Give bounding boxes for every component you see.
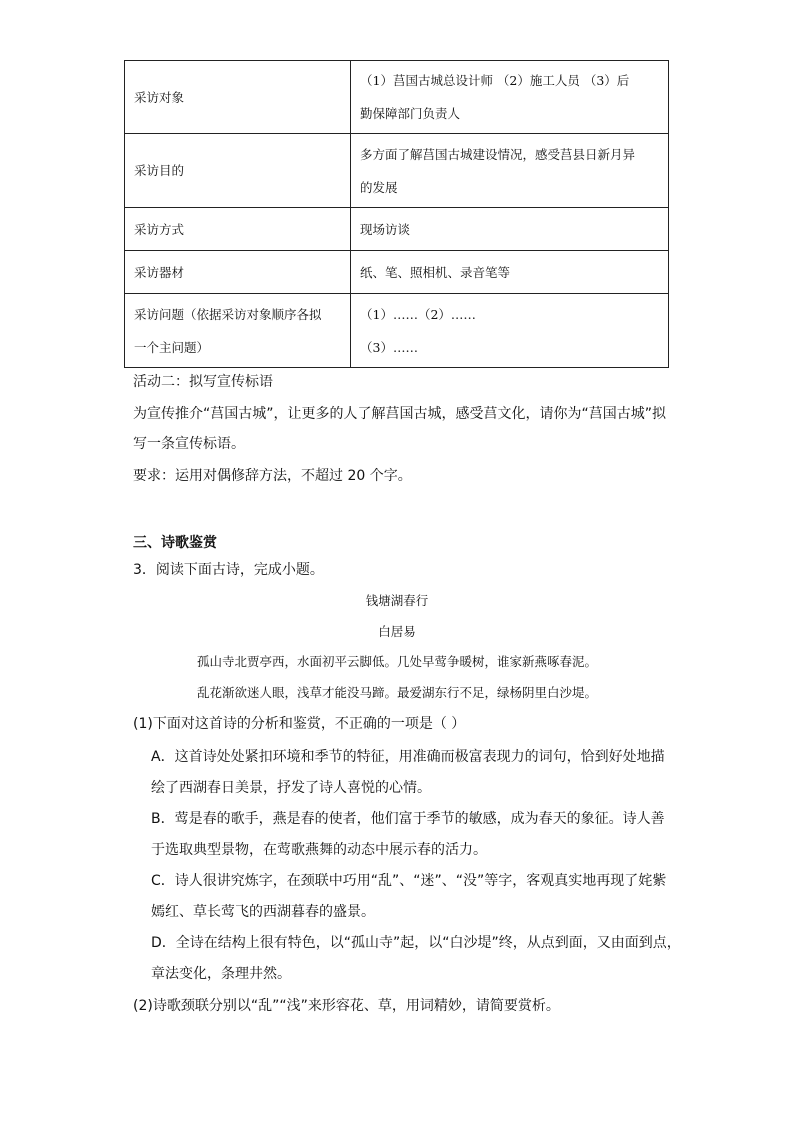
table-row — [125, 294, 669, 368]
activity2-paragraph-line: 写一条宣传标语。 — [133, 436, 245, 452]
poem-author: 白居易 — [378, 624, 416, 639]
value-line: 的发展 — [360, 179, 398, 195]
row-value — [351, 134, 669, 208]
option-b: B．莺是春的歌手，燕是春的使者，他们富于季节的敏感，成为春天的象征。诗人善 — [151, 811, 665, 827]
option-c-continued: 嫣红、草长莺飞的西湖暮春的盛景。 — [151, 904, 375, 920]
row-label: 采访方式 — [125, 208, 351, 251]
interview-plan-table — [124, 60, 669, 368]
poem-line: 乱花渐欲迷人眼，浅草才能没马蹄。最爱湖东行不足，绿杨阴里白沙堤。 — [196, 685, 597, 700]
activity2-paragraph-line: 为宣传推介“莒国古城”，让更多的人了解莒国古城，感受莒文化，请你为“莒国古城”拟 — [133, 406, 667, 422]
row-label: 采访器材 — [125, 251, 351, 294]
table-row — [125, 134, 669, 208]
option-d: D．全诗在结构上很有特色，以“孤山寺”起，以“白沙堤”终，从点到面，又由面到点， — [151, 935, 681, 951]
table-row — [125, 208, 669, 251]
activity2-title: 活动二：拟写宣传标语 — [133, 374, 273, 390]
value-line: 勤保障部门负责人 — [360, 106, 461, 121]
poem-title: 钱塘湖春行 — [365, 593, 429, 608]
question-stem: 3．阅读下面古诗，完成小题。 — [133, 562, 324, 578]
label-line: 一个主问题） — [134, 339, 210, 355]
sub-question-2: (2)诗歌颈联分别以“乱”“浅”来形容花、草，用词精妙，请简要赏析。 — [133, 998, 560, 1014]
row-value: 纸、笔、照相机、录音笔等 — [351, 251, 669, 294]
activity2-requirement: 要求：运用对偶修辞方法，不超过 20 个字。 — [133, 468, 412, 484]
value-line: 多方面了解莒国古城建设情况，感受莒县日新月异 — [360, 146, 636, 162]
poem-line: 孤山寺北贾亭西，水面初平云脚低。几处早莺争暖树，谁家新燕啄春泥。 — [196, 654, 597, 669]
value-line: （3）…… — [360, 339, 418, 355]
value-line: （1）莒国古城总设计师 （2）施工人员 （3）后 — [360, 73, 630, 88]
row-value: 现场访谈 — [351, 208, 669, 251]
row-label — [125, 294, 351, 368]
table-row — [125, 61, 669, 134]
option-a-continued: 绘了西湖春日美景，抒发了诗人喜悦的心情。 — [151, 780, 431, 796]
option-d-continued: 章法变化，条理井然。 — [151, 966, 291, 982]
label-line: 采访问题（依据采访对象顺序各拟 — [134, 306, 322, 322]
row-value — [351, 61, 669, 134]
section-heading: 三、诗歌鉴赏 — [133, 535, 217, 551]
row-label: 采访对象 — [125, 61, 351, 134]
row-value — [351, 294, 669, 368]
option-a: A．这首诗处处紧扣环境和季节的特征，用准确而极富表现力的词句，恰到好处地描 — [151, 749, 665, 765]
value-line: （1）……（2）…… — [360, 306, 476, 322]
option-b-continued: 于选取典型景物，在莺歌燕舞的动态中展示春的活力。 — [151, 842, 487, 858]
sub-question-1: (1)下面对这首诗的分析和鉴赏，不正确的一项是（ ） — [133, 716, 466, 732]
table-row — [125, 251, 669, 294]
row-label: 采访目的 — [125, 134, 351, 208]
option-c: C．诗人很讲究炼字，在颈联中巧用“乱”、“迷”、“没”等字，客观真实地再现了姹紫 — [151, 873, 667, 889]
